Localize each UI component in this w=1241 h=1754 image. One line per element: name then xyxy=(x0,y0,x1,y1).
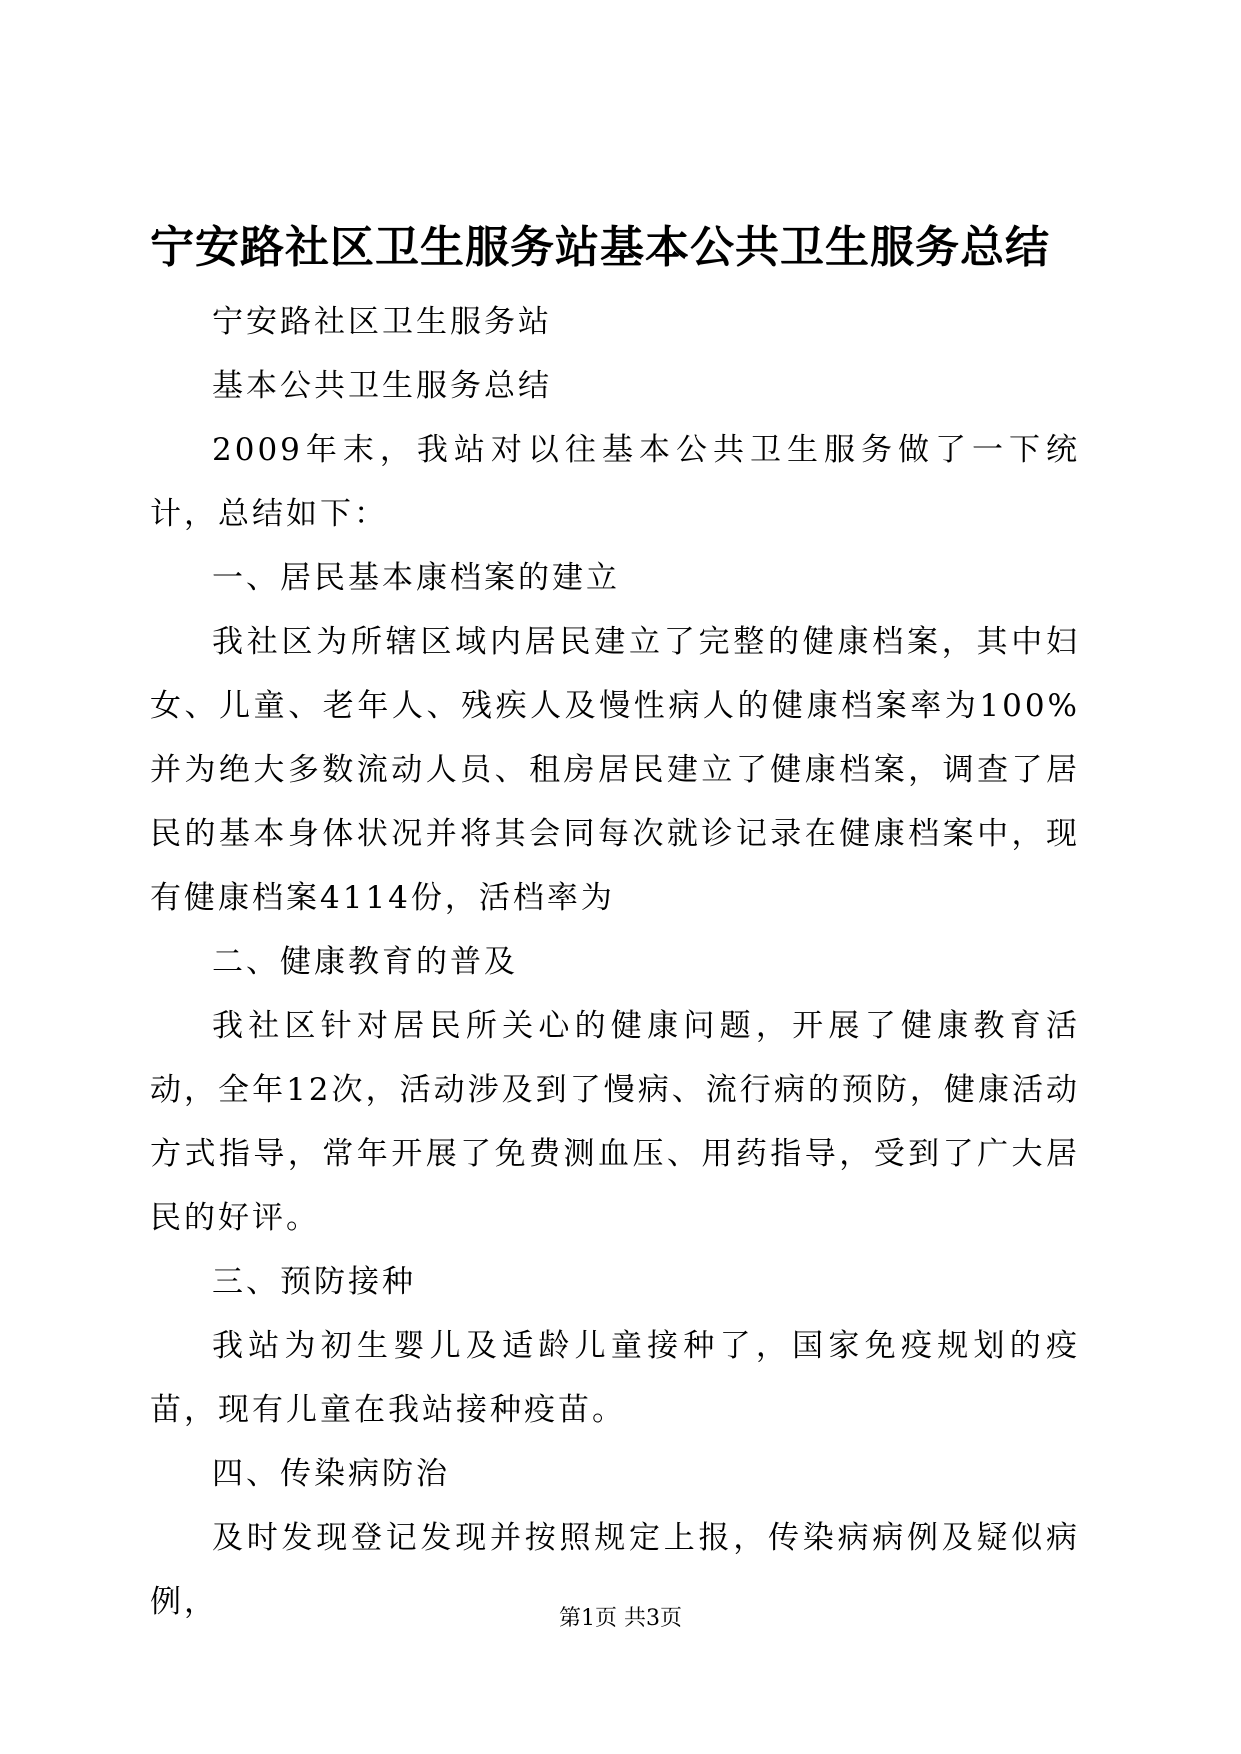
page-number-footer: 第1页 共3页 xyxy=(559,1606,682,1631)
section-heading-1: 一、居民基本康档案的建立 xyxy=(212,560,620,596)
document-body xyxy=(150,290,1080,1634)
paragraph-health-education: 我社区针对居民所关心的健康问题，开展了健康教育活动，全年12次，活动涉及到了慢病、流行病的预防，健康活动方式指导，常年开展了免费测血压、用药指导，受到了广大居民的好评。 xyxy=(150,1008,1080,1236)
paragraph-vaccination: 我站为初生婴儿及适龄儿童接种了，国家免疫规划的疫苗，现有儿童在我站接种疫苗。 xyxy=(150,1328,1080,1428)
paragraph-subtitle: 基本公共卫生服务总结 xyxy=(212,368,552,404)
paragraph-org-name: 宁安路社区卫生服务站 xyxy=(212,304,552,340)
paragraph-health-records: 我社区为所辖区域内居民建立了完整的健康档案，其中妇女、儿童、老年人、残疾人及慢性病人的健康档案率为100%并为绝大多数流动人员、租房居民建立了健康档案，调查了居民的基本身体状况并将其会同每次就诊记录在健康档案中，现有健康档案4114份，活档率为 xyxy=(150,624,1080,916)
section-heading-2: 二、健康教育的普及 xyxy=(212,944,518,980)
section-heading-3: 三、预防接种 xyxy=(212,1264,416,1300)
paragraph-intro: 2009年末，我站对以往基本公共卫生服务做了一下统计，总结如下： xyxy=(150,432,1080,532)
paragraph-infectious-disease: 及时发现登记发现并按照规定上报，传染病病例及疑似病例， xyxy=(150,1520,1080,1620)
document-title: 宁安路社区卫生服务站基本公共卫生服务总结 xyxy=(150,222,1050,273)
section-heading-4: 四、传染病防治 xyxy=(212,1456,450,1492)
